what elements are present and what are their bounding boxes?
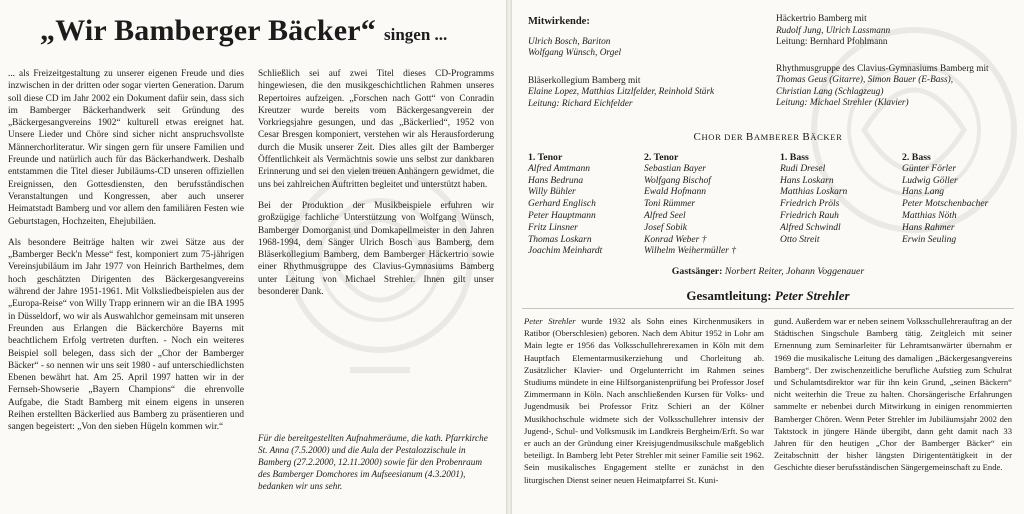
singer-name: Willy Bühler (528, 187, 576, 198)
right-page (512, 0, 1024, 514)
text-column-2 (258, 68, 494, 307)
blaeser-title: Bläserkollegium Bamberg mit (528, 75, 641, 86)
singer-name: Alfred Seel (644, 210, 686, 221)
singer-name: Friedrich Pröls (780, 199, 840, 210)
voice-1-tenor (528, 152, 646, 258)
singer-name: Ludwig Göller (902, 175, 958, 186)
soloist: Ulrich Bosch, Bariton (528, 36, 611, 47)
mitwirkende-heading: Mitwirkende: (528, 16, 590, 27)
paragraph: ... als Freizeitgestaltung zu unserer eigenen Freude und dies inzwischen in der dritten oder sogar vierten Generation. Darum soll diese CD im Jahr 2002 ein Dokument dafür sein, dass sich im Bamberger Bäckerhandwerk seit Gründung des „Bäckergesangvereins 1902“ kulturell etwas ereignet hat. Unsere Lieder und Chöre sind sicher nicht anspruchsvollste Männerchorliteratur. Wir singen gern für unsere Familien und Freunde und natürlich auch für das Bäckerhandwerk. Deshalb entstammen die Titel dieser Jubiläums-CD unseren offiziellen Ereignissen, den Gottesdiensten, den berufsständischen Veranstaltungen und Kongressen, aber auch unserer Heimatstadt Bamberg und vor allem den familiären Festen wie Geburtstagen, Hochzeiten, Ehejubiläen. (8, 69, 244, 227)
voice-heading: 2. Tenor (644, 152, 679, 163)
singer-name: Ewald Hofmann (644, 187, 707, 198)
text-column-1 (8, 68, 244, 443)
soloist: Wolfgang Wünsch, Orgel (528, 48, 622, 59)
singer-name: Friedrich Rauh (780, 210, 839, 221)
singer-name: Peter Hauptmann (528, 210, 596, 221)
singer-name: Toni Rümmer (644, 199, 696, 210)
blaeser-members: Elaine Lopez, Matthias Litzlfelder, Reinhold Stärk (528, 87, 715, 98)
haecker-title: Häckertrio Bamberg mit (776, 14, 867, 24)
rhythm-lead: Leitung: Michael Strehler (Klavier) (776, 98, 909, 109)
overall-direction (512, 288, 1024, 304)
singer-name: Gerhard Englisch (528, 199, 596, 210)
guest-names: Norbert Reiter, Johann Voggenauer (724, 266, 865, 277)
voice-heading: 2. Bass (902, 152, 931, 163)
singer-name: Sebastian Bayer (644, 163, 707, 174)
voice-2-tenor (644, 152, 782, 258)
voice-1-bass (780, 152, 898, 246)
bio-text: wurde 1932 als Sohn eines Kirchenmusikers in Ratibor (Oberschlesien) geboren. Nach dem Abitur 1952 in Lohr am Main legte er 1956 das Volksschullehrerexamen in Köln mit dem Hauptfach Elementarmusikerziehung und Chorleitung ab. Zusätzlicher Klavier- und Orgelunterricht im Rahmen seines Studiums mündete in eine Hilfsorganistenprüfung bei Professor Josef Zimmermann in Köln. Nach anschließenden Kursen für Volks- und Jugendmusik bei Professor Fritz Schieri an der Kölner Musikhochschule widmete sich der Volksschullehrer intensiv der Jugend-, Schul- und Volksmusik im Landkreis Bergheim/Erft. So war er auch an der Gründung einer Kreisjugendmusikschule maßgeblich beteiligt. In Bamberg lebt Peter Strehler mit seiner Familie seit 1962. Sein musikalisches Engagement stellte er zunächst in den liturgischen Dienst seiner neuen Heimatpfarrei St. Kuni- (524, 316, 764, 485)
rhythm-title: Rhythmusgruppe des Clavius-Gymnasiums Bamberg mit (776, 63, 989, 74)
singer-name: Konrad Weber † (644, 234, 707, 245)
paragraph: Als besondere Beiträge halten wir zwei Sätze aus der „Bamberger Beck'n Messe“ fest, komponiert zum 75-jährigen Vereinsjubiläum im Jahr 1977 von Heinrich Barthelmes, dem hoch geschätzten Dirigenten des Bäckergesangvereins während der Jahre 1951-1961. Mit Volksliedbeispielen aus der „Europa-Reise“ von Willy Trapp erinnern wir an die IBA 1995 in Düsseldorf, wo wir als Auswahlchor gemeinsam mit unseren Freunden aus Erlangen die Bäckerchöre Bayerns mit beachtlichem Erfolg vertreten durften. - Noch ein weiteres Beispiel soll belegen, dass sich der „Chor der Bamberger Bäcker“ - so nennen wir uns seit 1980 - auf unterschiedlichsten Ebenen bewährt hat. Am 25. April 1997 hatten wir in der Fernseh-Showserie „Bayern Champions“ die ehrenvolle Aufgabe, die Stadt Bamberg mit einem eigens in unseren Reihen erstellten Bäckerlied aus Bamberg zu präsentieren und sangen begeistert: „Von den sieben Hügeln kommen wir.“ (8, 237, 244, 433)
singer-name: Josef Sobik (644, 222, 688, 233)
page-title (40, 14, 447, 48)
singer-name: Hans Loskarn (780, 175, 834, 186)
guest-label: Gastsänger: (671, 266, 723, 277)
rhythm-members: Thomas Geus (Gitarre), Simon Bauer (E-Bass), (776, 75, 954, 86)
singer-name: Günter Förler (902, 163, 957, 174)
choir-title: CHOR DER BAMBERER BÄCKER (693, 131, 843, 143)
haecker-block (776, 14, 1020, 110)
singer-name: Thomas Loskarn (528, 234, 592, 245)
rhythm-members-2: Christian Lang (Schlagzeug) (776, 86, 884, 97)
singer-name: Alfred Amtmann (528, 163, 591, 174)
acknowledgement-note: Für die bereitgestellten Aufnahmeräume, die kath. Pfarrkirche St. Anna (7.5.2000) und die Aula der Pestalozzischule in Bamberg (27.2.2000, 12.11.2000) sowie für den Probenraum des Bamberger Domchores im Aufseesianum (4.3.2001), bedanken wir uns sehr. (258, 433, 488, 491)
singer-name: Alfred Schwindl (780, 222, 841, 233)
voice-2-bass (902, 152, 1022, 246)
title-suffix: singen ... (384, 25, 448, 44)
singer-name: Fritz Linsner (528, 222, 578, 233)
haecker-members: Rudolf Jung, Ulrich Lassmann (776, 25, 891, 36)
bio-name: Peter Strehler (524, 316, 576, 326)
biography-column-1 (524, 315, 764, 486)
singer-name: Erwin Seuling (902, 234, 957, 245)
singer-name: Joachim Meinhardt (528, 246, 603, 257)
singer-name: Hans Rahmer (902, 222, 955, 233)
mitwirkende-block (528, 16, 768, 110)
singer-name: Rudi Dresel (780, 163, 826, 174)
director-name: Peter Strehler (774, 288, 850, 303)
singer-name: Matthias Loskarn (780, 187, 848, 198)
singer-name: Hans Lang (902, 187, 944, 198)
voice-heading: 1. Tenor (528, 152, 563, 163)
singer-name: Otto Streit (780, 234, 820, 245)
biography-column-2: gund. Außerdem war er neben seinem Volksschullehrerauftrag an der Städtischen Singschule Bamberg tätig. Zeitgleich mit seiner Ernennung zum Seminarleiter für Lehramtsanwärter übernahm er 1969 die musikalische Leitung des damaligen „Bäckergesangvereins Bamberg“. Der zwischenzeitliche berufliche Aufstieg zum Schulrat und Schulamtsdirektor war für ihn kein Grund, „seinen Bäckern“ nicht weiterhin die Treue zu halten. Chorsängerische Erfahrungen sammelte er nebenbei durch Mitwirkung in einigen renommierten Bamberger Chören. Wenn Peter Strehler im Jubiläumsjahr 2002 den Taktstock in jüngere Hände übergibt, dann geht damit nach 33 Jahren für den heutigen „Chor der Bamberger Bäcker“ ein Zeitabschnitt der bisher längsten Dirigententätigkeit in der Geschichte dieser berufsständischen Sängergemeinschaft zu Ende. (774, 316, 1012, 473)
singer-name: Wolfgang Bischof (644, 175, 711, 186)
guest-singers (512, 266, 1024, 277)
singer-name: Wilhelm Weihermüller † (644, 246, 736, 257)
voice-heading: 1. Bass (780, 152, 809, 163)
title-main: „Wir Bamberger Bäcker“ (40, 14, 377, 47)
haecker-lead: Leitung: Bernhard Pfohlmann (776, 37, 888, 48)
left-page (0, 0, 506, 514)
paragraph: Schließlich sei auf zwei Titel dieses CD-Programms hingewiesen, die den musikgeschichtlichen Rahmen unseres Repertoires aufzeigen. „Forschen nach Gott“ von Conradin Kreutzer wurde bereits vom Bäckergesangverein der Vorkriegsjahre gesungen, und das „Bäckerlied“, 1952 von Cesar Bresgen komponiert, verstehen wir als Herausforderung durch die Musik unserer Zeit. Dies alles gilt der Bamberger Öffentlichkeit als Vermächtnis sowie uns selbst zur dankbaren Erinnerung und sei den vielen treuen Anhängern gewidmet, die uns bei zahlreichen Auftritten begleitet und unterstützt haben. (258, 69, 494, 190)
direction-label: Gesamtleitung: (686, 288, 772, 303)
singer-name: Matthias Nöth (902, 210, 957, 221)
blaeser-lead: Leitung: Richard Eichfelder (528, 98, 633, 109)
paragraph: Bei der Produktion der Musikbeispiele erfuhren wir großzügige fachliche Unterstützung von Wolfgang Wünsch, Bamberger Domorganist und Domkapellmeister in den Jahren 1968-1994, dem Sänger Ulrich Bosch aus Bamberg, dem Bläserkollegium Bamberg, dem Bamberger Häckertrio sowie einer Rhythmusgruppe des Clavius-Gymnasiums Bamberg unter Leitung von Michael Strehler. Ihnen gilt unser besonderer Dank. (258, 200, 494, 298)
divider (522, 308, 1014, 309)
singer-name: Hans Bedruna (528, 175, 584, 186)
singer-name: Peter Motschenbacher (902, 199, 989, 210)
